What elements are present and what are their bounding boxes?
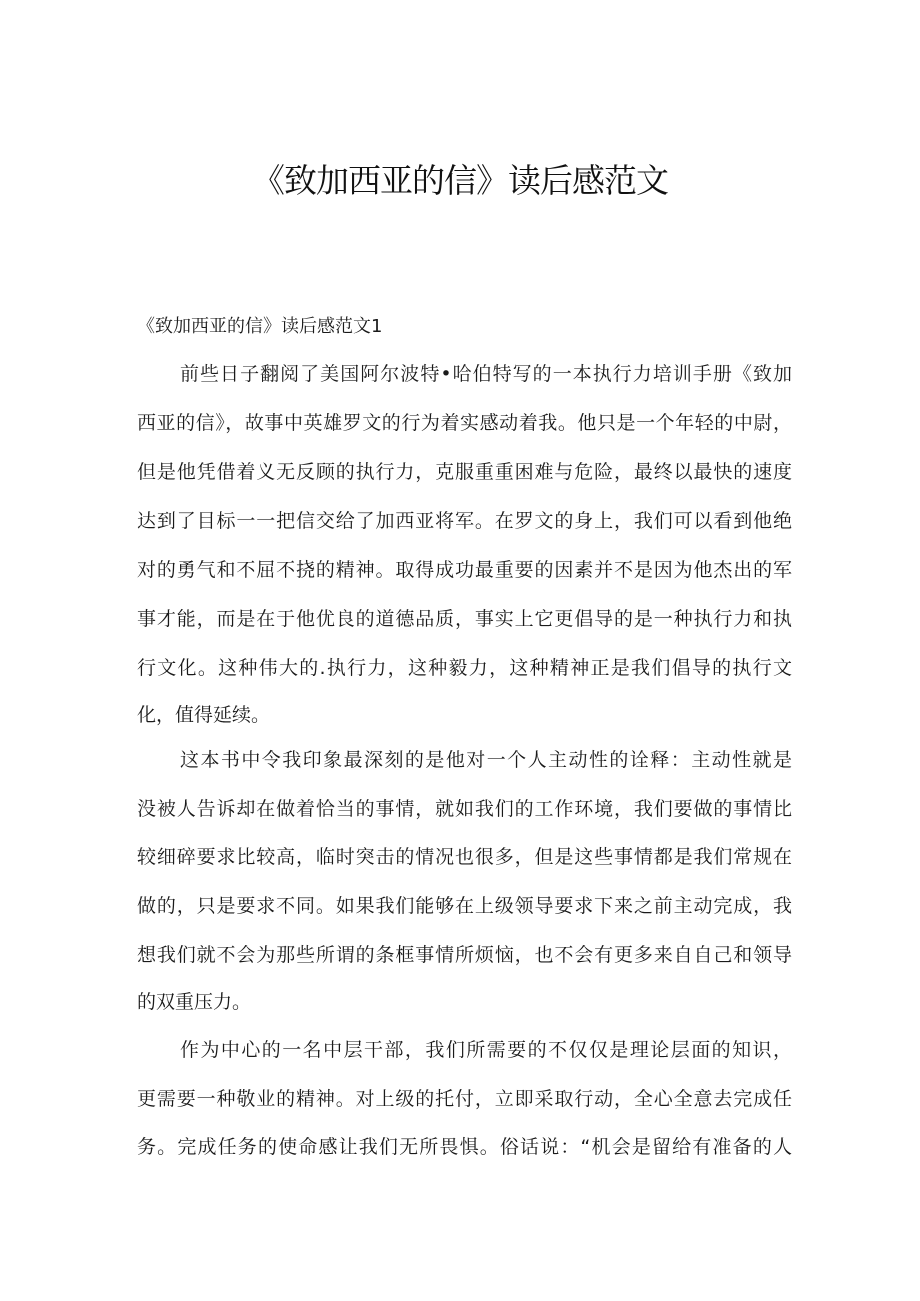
paragraph-line: 达到了目标一一把信交给了加西亚将军。在罗文的身上，我们可以看到他绝 (137, 510, 792, 532)
paragraph-line: 没被人告诉却在做着恰当的事情，就如我们的工作环境，我们要做的事情比 (137, 798, 792, 820)
paragraph-line: 更需要一种敬业的精神。对上级的托付，立即采取行动，全心全意去完成任 (137, 1088, 792, 1110)
paragraph-line: 化，值得延续。 (137, 704, 271, 726)
paragraph-line: 这本书中令我印象最深刻的是他对一个人主动性的诠释：主动性就是 (180, 749, 792, 771)
paragraph-line: 作为中心的一名中层干部，我们所需要的不仅仅是理论层面的知识， (180, 1039, 792, 1061)
paragraph-line: 想我们就不会为那些所谓的条框事情所烦恼，也不会有更多来自自己和领导 (137, 944, 792, 966)
document-title: 《致加西亚的信》读后感范文 (252, 161, 668, 200)
paragraph-line: 务。完成任务的使命感让我们无所畏惧。俗话说：“机会是留给有准备的人 (137, 1136, 792, 1158)
paragraph-line: 的双重压力。 (137, 991, 252, 1013)
paragraph-line: 对的勇气和不屈不挠的精神。取得成功最重要的因素并不是因为他杰出的军 (137, 559, 792, 581)
section-subheading: 《致加西亚的信》读后感范文1 (137, 316, 383, 337)
paragraph-line: 做的，只是要求不同。如果我们能够在上级领导要求下来之前主动完成，我 (137, 895, 792, 917)
paragraph-line: 西亚的信》，故事中英雄罗文的行为着实感动着我。他只是一个年轻的中尉， (137, 412, 792, 434)
paragraph-line: 行文化。这种伟大的.执行力，这种毅力，这种精神正是我们倡导的执行文 (137, 657, 792, 679)
paragraph-line: 事才能，而是在于他优良的道德品质，事实上它更倡导的是一种执行力和执 (137, 608, 792, 630)
paragraph-line: 前些日子翻阅了美国阿尔波特•哈伯特写的一本执行力培训手册《致加 (180, 363, 792, 385)
paragraph-line: 较细碎要求比较高，临时突击的情况也很多，但是这些事情都是我们常规在 (137, 846, 792, 868)
paragraph-line: 但是他凭借着义无反顾的执行力，克服重重困难与危险，最终以最快的速度 (137, 461, 792, 483)
